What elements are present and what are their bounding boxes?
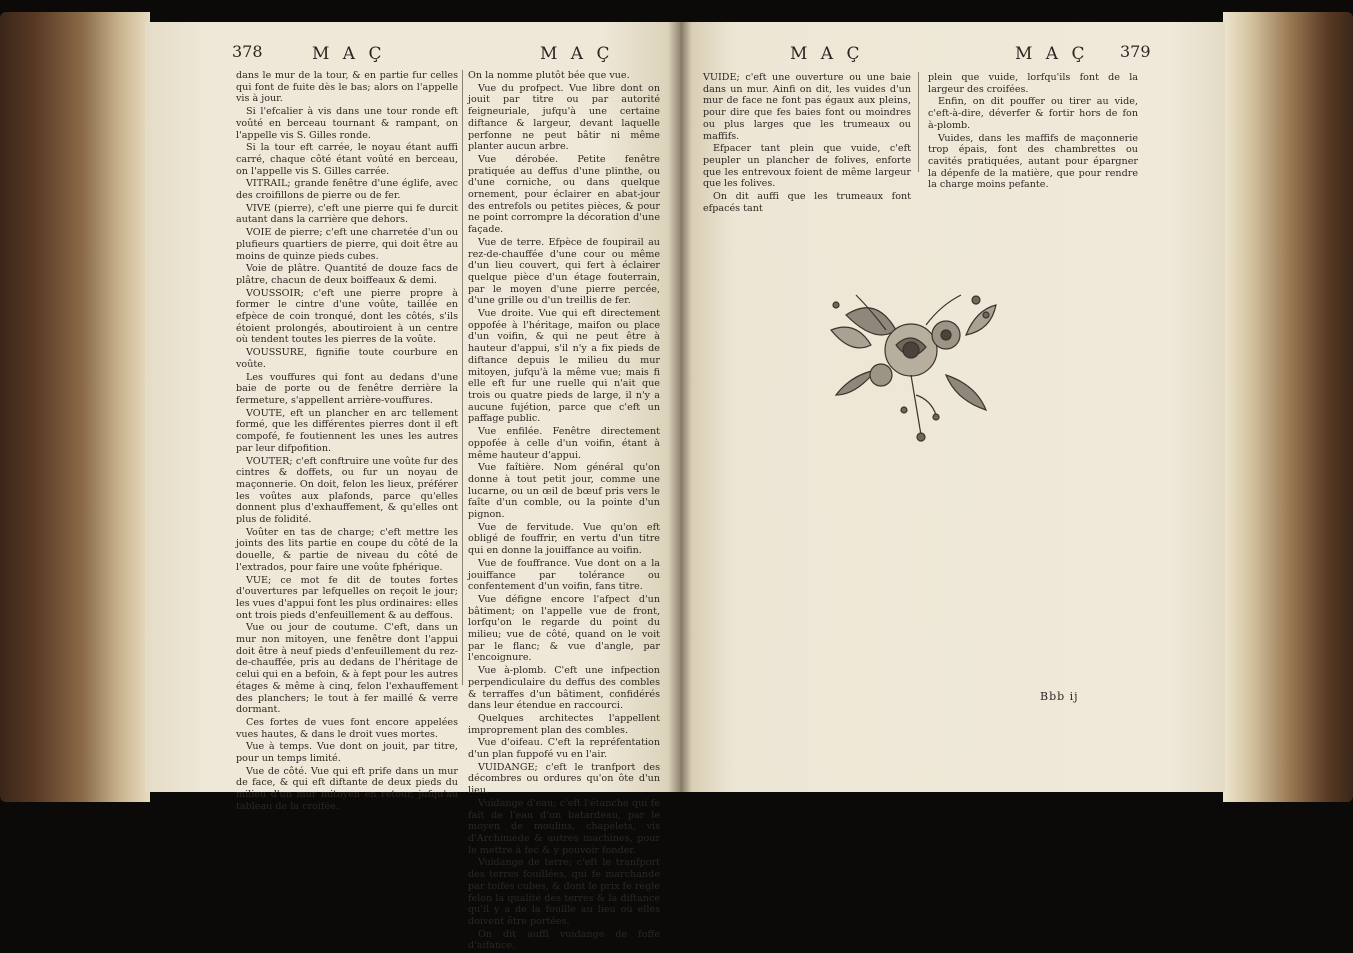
- left-col1-paragraph: Les vouffures qui font au dedans d'une baie de porte ou de fenêtre derrière la fermeture, s'appellent arrière-vouffures.: [236, 371, 458, 406]
- right-col2-paragraph: Enfin, on dit pouffer ou tirer au vide, c'eft-à-dire, déverfer & fortir hors de fon à-plomb.: [928, 96, 1138, 131]
- left-col2-paragraph: Vuidange de terre; c'eft le tranfport des terres fouillées, qui fe marchande par toifes cubes, & dont le prix fe règle felon la qualité des terres & la diftance qu'il y a de la fouille au lieu où elles doivent être portées.: [468, 857, 660, 927]
- left-col1-paragraph: Voûter en tas de charge; c'eft mettre les joints des lits partie en coupe du côté de la douelle, & partie de niveau du côté de l'extrados, pour faire une voûte fphérique.: [236, 526, 458, 573]
- left-col2-paragraph: Vue faîtière. Nom général qu'on donne à tout petit jour, comme une lucarne, ou un œil de bœuf pris vers le faîte d'un comble, ou la pointe d'un pignon.: [468, 462, 660, 521]
- left-page-number: 378: [232, 42, 263, 61]
- left-col2-paragraph: On dit auffi vuidange de foffe d'aifance.: [468, 928, 660, 952]
- left-col1-paragraph: Si la tour eft carrée, le noyau étant auffi carré, chaque côté étant voûté en berceau, on l'appelle vis S. Gilles carrée.: [236, 142, 458, 177]
- floral-ornament-icon: [816, 275, 1006, 445]
- left-col1-paragraph: VITRAIL; grande fenêtre d'une églife, avec des croifillons de pierre ou de fer.: [236, 178, 458, 202]
- left-col1-paragraph: VOUTE, eft un plancher en arc tellement formé, que les différentes pierres dont il eft compofé, fe foutiennent les unes les autres par leur difpofition.: [236, 407, 458, 454]
- right-column-2: [928, 72, 1138, 192]
- left-col2-paragraph: Vue dérobée. Petite fenêtre pratiquée au deffus d'une plinthe, ou d'une corniche, ou dans quelque ornement, pour éclairer en abat-jour des entrefols ou petites pièces, & pour ne point corrompre la décoration d'une façade.: [468, 153, 660, 236]
- left-col1-paragraph: VOUTER; c'eft conftruire une voûte fur des cintres & doffets, ou fur un noyau de maçonnerie. On doit, felon les lieux, préférer les voûtes aux plafonds, parce qu'elles donnent plus d'exhauffement, & qu'elles ont plus de folidité.: [236, 455, 458, 526]
- left-col1-paragraph: VOIE de pierre; c'eft une charretée d'un ou plufieurs quartiers de pierre, qui doit être au moins de quinze pieds cubes.: [236, 227, 458, 262]
- left-col2-paragraph: Vue de fervitude. Vue qu'on eft obligé de fouffrir, en vertu d'un titre qui en donne la jouiffance au voifin.: [468, 521, 660, 557]
- right-col1-paragraph: VUIDE; c'eft une ouverture ou une baie dans un mur. Ainfi on dit, les vuides d'un mur de face ne font pas égaux aux pleins, pour dire que fes baies font ou moindres ou plus larges que les trumeaux ou maffifs.: [703, 72, 911, 142]
- left-col2-paragraph: Vuidange d'eau; c'eft l'étanche qui fe fait de l'eau d'un batardeau, par le moyen de moulins, chapelets, vis d'Archimède & autres machines, pour le mettre à fec & y pouvoir fonder.: [468, 797, 660, 856]
- right-page-edges: [1223, 12, 1353, 802]
- left-col1-paragraph: VIVE (pierre), c'eft une pierre qui fe durcit autant dans la carrière que dehors.: [236, 202, 458, 226]
- signature-mark: Bbb ij: [1040, 690, 1079, 703]
- column-rule-right: [918, 72, 919, 172]
- left-col1-paragraph: dans le mur de la tour, & en partie fur celles qui font de fuite dès le bas; alors on l'appelle vis à jour.: [236, 70, 458, 105]
- left-col2-paragraph: Vue de terre. Efpèce de foupirail au rez-de-chauffée d'une cour ou même d'un lieu couvert, qui fert à éclairer quelque pièce d'un étage fouterrain, par le moyen d'une pierre percée, d'une grille ou d'un treillis de fer.: [468, 236, 660, 307]
- left-col1-paragraph: VUE; ce mot fe dit de toutes fortes d'ouvertures par lefquelles on reçoit le jour; les vues d'appui font les plus ordinaires: elles ont trois pieds d'enfeuillement & au deffous.: [236, 574, 458, 621]
- left-col1-paragraph: Si l'efcalier à vis dans une tour ronde eft voûté en berceau tournant & rampant, on l'appelle vis S. Gilles ronde.: [236, 106, 458, 141]
- left-col1-paragraph: Ces fortes de vues font encore appelées vues hautes, & dans le droit vues mortes.: [236, 716, 458, 740]
- right-col1-paragraph: On dit auffi que les trumeaux font efpacés tant: [703, 191, 911, 214]
- left-col1-paragraph: Vue de côté. Vue qui eft prife dans un mur de face, & qui eft diftante de deux pieds du milieu d'un mur mitoyen en retour, jufqu'au tableau de la croifée.: [236, 765, 458, 812]
- left-col2-paragraph: Vue enfilée. Fenêtre directement oppofée à celle d'un voifin, étant à même hauteur d'appui.: [468, 426, 660, 461]
- left-col2-paragraph: VUIDANGE; c'eft le tranfport des décombres ou ordures qu'on ôte d'un lieu.: [468, 761, 660, 797]
- column-rule-left: [462, 70, 463, 685]
- right-running-head-1: M A Ç: [790, 44, 864, 64]
- right-column-1: [703, 72, 911, 215]
- right-running-head-2: M A Ç: [1015, 44, 1089, 64]
- left-col1-paragraph: Voie de plâtre. Quantité de douze facs de plâtre, chacun de deux boiffeaux & demi.: [236, 263, 458, 286]
- right-page-number: 379: [1120, 42, 1151, 61]
- right-col1-paragraph: Efpacer tant plein que vuide, c'eft peupler un plancher de folives, enforte que les entrevoux foient de même largeur que les folives.: [703, 143, 911, 190]
- left-running-head-2: M A Ç: [540, 44, 614, 64]
- left-col1-paragraph: VOUSSOIR; c'eft une pierre propre à former le cintre d'une voûte, taillée en efpèce de coin tronqué, dont les côtés, s'ils étoient prolongés, aboutiroient à un centre où tendent toutes les pierres de la voûte.: [236, 287, 458, 346]
- left-col2-paragraph: Quelques architectes l'appellent improprement plan des combles.: [468, 712, 660, 736]
- right-col2-paragraph: Vuides, dans les maffifs de maçonnerie trop épais, font des chambrettes ou cavités pratiquées, autant pour épargner la dépenfe de la matière, que pour rendre la charge moins pefante.: [928, 132, 1138, 191]
- left-col2-paragraph: Vue droite. Vue qui eft directement oppofée à l'héritage, maifon ou place d'un voifin, & qui ne peut être à hauteur d'appui, s'il n'y a fix pieds de diftance depuis le milieu du mur mitoyen, jufqu'à la même vue; mais fi elle eft fur une ruelle qui n'ait que trois ou quatre pieds de large, il n'y a aucune fujétion, parce que c'eft un paffage public.: [468, 308, 660, 425]
- left-col2-paragraph: Vue de fouffrance. Vue dont on a la jouiffance par tolérance ou confentement d'un voifin, fans titre.: [468, 557, 660, 593]
- left-col1-paragraph: Vue à temps. Vue dont on jouit, par titre, pour un temps limité.: [236, 741, 458, 765]
- left-column-1: [236, 70, 458, 814]
- right-col2-paragraph: plein que vuide, lorfqu'ils font de la largeur des croifées.: [928, 72, 1138, 95]
- left-col2-paragraph: Vue à-plomb. C'eft une infpection perpendiculaire du deffus des combles & terraffes d'un bâtiment, confidérés dans leur étendue en raccourci.: [468, 665, 660, 712]
- left-col1-paragraph: Vue ou jour de coutume. C'eft, dans un mur non mitoyen, une fenêtre dont l'appui doit être à neuf pieds d'enfeuillement du rez-de-chauffée, pris au dedans de l'héritage de celui qui en a befoin, & à fept pour les autres étages & même à cinq, felon l'exhauffement des planchers; le tout à fer maillé & verre dormant.: [236, 622, 458, 716]
- left-col2-paragraph: Vue d'oifeau. C'eft la repréfentation d'un plan fuppofé vu en l'air.: [468, 737, 660, 761]
- left-col2-paragraph: Vue du profpect. Vue libre dont on jouit par titre ou par autorité feigneuriale, jufqu'à une certaine diftance & largeur, devant laquelle perfonne ne peut bâtir ni même planter aucun arbre.: [468, 82, 660, 153]
- left-page-edges: [0, 12, 150, 802]
- left-col1-paragraph: VOUSSURE, fignifie toute courbure en voûte.: [236, 347, 458, 370]
- left-column-2: [468, 70, 660, 953]
- left-col2-paragraph: On la nomme plutôt bée que vue.: [468, 70, 630, 81]
- book-gutter: [668, 22, 692, 792]
- left-running-head-1: M A Ç: [312, 44, 386, 64]
- left-col2-paragraph: Vue défigne encore l'afpect d'un bâtiment; on l'appelle vue de front, lorfqu'on le regarde du point du milieu; vue de côté, quand on le voit par le flanc; & vue d'angle, par l'encoignure.: [468, 593, 660, 664]
